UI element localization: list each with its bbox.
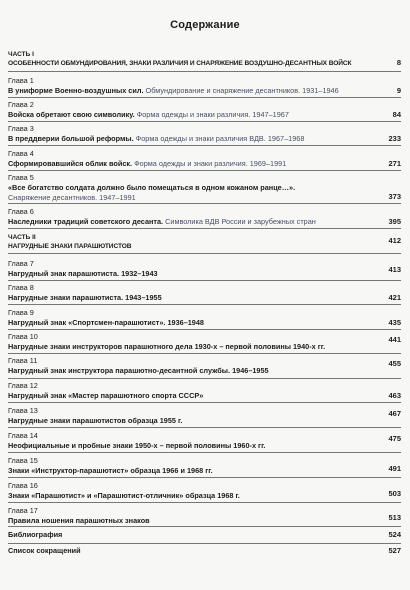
divider (8, 304, 401, 305)
chapter-page: 491 (388, 464, 401, 473)
toc-entry-chapter-8[interactable] (8, 283, 401, 303)
chapter-title: Нагрудные знаки парашютистов образца 1955 г. (8, 416, 183, 425)
chapter-subtitle: Форма одежды и знаки различия. 1947–1967 (134, 110, 289, 119)
chapter-subtitle: Обмундирование и снаряжение десантников. 1931–1946 (143, 86, 339, 95)
toc-entry-chapter-12[interactable] (8, 381, 401, 401)
chapter-page: 467 (388, 409, 401, 418)
chapter-title: Неофициальные и пробные знаки 1950-х – первой половины 1960-х гг. (8, 441, 266, 450)
divider (8, 253, 401, 254)
divider (8, 427, 401, 428)
chapter-title: Нагрудный знак инструктора парашютно-десантной службы. 1946–1955 (8, 366, 269, 375)
chapter-title: Нагрудные знаки инструкторов парашютного дела 1930-х – первой половины 1940-х гг. (8, 342, 326, 351)
chapter-title: В преддверии большой реформы. (8, 134, 134, 143)
chapter-page: 455 (388, 359, 401, 368)
divider (8, 543, 401, 544)
divider (8, 477, 401, 478)
part-1-heading[interactable] (8, 50, 401, 68)
toc-entry-chapter-9[interactable] (8, 308, 401, 328)
chapter-label: Глава 13 (8, 406, 38, 415)
chapter-page: 373 (388, 192, 401, 201)
chapter-subtitle: Символика ВДВ России и зарубежных стран (163, 217, 316, 226)
chapter-title: Правила ношения парашютных знаков (8, 516, 150, 525)
chapter-title: Знаки «Инструктор-парашютист» образца 1966 и 1968 гг. (8, 466, 213, 475)
chapter-label: Глава 17 (8, 506, 38, 515)
chapter-label: Глава 1 (8, 76, 34, 85)
divider (8, 170, 401, 171)
chapter-title: Наследники традиций советского десанта. (8, 217, 164, 226)
chapter-title: В униформе Военно-воздушных сил. (8, 86, 144, 95)
chapter-page: 513 (388, 513, 401, 522)
toc-entry-bibliography[interactable] (8, 530, 401, 540)
chapter-label: Глава 4 (8, 149, 34, 158)
part-2-heading[interactable] (8, 233, 401, 251)
toc-entry-chapter-5[interactable] (8, 173, 401, 203)
chapter-title: Нагрудный знак «Спортсмен-парашютист». 1936–1948 (8, 318, 204, 327)
chapter-page: 395 (388, 217, 401, 226)
bibliography-page: 524 (388, 530, 401, 539)
chapter-label: Глава 6 (8, 207, 34, 216)
divider (8, 203, 401, 204)
part-1-label: ЧАСТЬ I (8, 51, 34, 58)
chapter-page: 435 (388, 318, 401, 327)
toc-entry-chapter-16[interactable] (8, 481, 401, 501)
chapter-subtitle: Форма одежды и знаки различия. 1969–1991 (132, 159, 287, 168)
chapter-page: 233 (388, 134, 401, 143)
part-1-title: ОСОБЕННОСТИ ОБМУНДИРОВАНИЯ, ЗНАКИ РАЗЛИЧИЯ И СНАРЯЖЕНИЕ ВОЗДУШНО-ДЕСАНТНЫХ ВОЙСК (8, 60, 352, 67)
divider (8, 526, 401, 527)
chapter-title: Знаки «Парашютист» и «Парашютист-отличник» образца 1968 г. (8, 491, 240, 500)
chapter-title: Войска обретают свою символику. (8, 110, 135, 119)
chapter-label: Глава 9 (8, 308, 34, 317)
divider (8, 452, 401, 453)
divider (8, 145, 401, 146)
toc-entry-chapter-1[interactable] (8, 76, 401, 96)
chapter-subtitle: Форма одежды и знаки различия ВДВ. 1967–1968 (133, 134, 305, 143)
divider (8, 378, 401, 379)
divider (8, 329, 401, 330)
chapter-page: 421 (388, 293, 401, 302)
toc-entry-chapter-6[interactable] (8, 207, 401, 227)
chapter-page: 441 (388, 335, 401, 344)
toc-entry-chapter-7[interactable] (8, 259, 401, 279)
chapter-label: Глава 7 (8, 259, 34, 268)
divider (8, 402, 401, 403)
chapter-label: Глава 15 (8, 456, 38, 465)
toc-entry-chapter-4[interactable] (8, 149, 401, 169)
part-2-label: ЧАСТЬ II (8, 234, 36, 241)
chapter-page: 271 (388, 159, 401, 168)
bibliography-title: Библиография (8, 530, 63, 539)
chapter-label: Глава 2 (8, 100, 34, 109)
chapter-page: 84 (392, 110, 401, 119)
chapter-label: Глава 8 (8, 283, 34, 292)
chapter-page: 463 (388, 391, 401, 400)
divider (8, 71, 401, 72)
chapter-title: Нагрудный знак парашютиста. 1932–1943 (8, 269, 158, 278)
divider (8, 228, 401, 229)
chapter-label: Глава 5 (8, 173, 34, 182)
divider (8, 121, 401, 122)
toc-entry-chapter-13[interactable] (8, 406, 401, 426)
toc-entry-chapter-10[interactable] (8, 332, 401, 352)
chapter-page: 503 (388, 489, 401, 498)
part-2-title: НАГРУДНЫЕ ЗНАКИ ПАРАШЮТИСТОВ (8, 243, 132, 250)
chapter-title: Сформировавшийся облик войск. (8, 159, 133, 168)
toc-entry-chapter-3[interactable] (8, 124, 401, 144)
divider (8, 502, 401, 503)
chapter-subtitle: Снаряжение десантников. 1947–1991 (8, 193, 136, 202)
toc-entry-chapter-2[interactable] (8, 100, 401, 120)
abbreviations-page: 527 (388, 546, 401, 555)
chapter-title: «Все богатство солдата должно было помещаться в одном кожаном ранце…». (8, 183, 296, 192)
chapter-page: 475 (388, 434, 401, 443)
toc-entry-chapter-14[interactable] (8, 431, 401, 451)
chapter-page: 9 (396, 86, 401, 95)
chapter-label: Глава 14 (8, 431, 38, 440)
abbreviations-title: Список сокращений (8, 546, 81, 555)
chapter-page: 413 (388, 265, 401, 274)
toc-entry-chapter-15[interactable] (8, 456, 401, 476)
chapter-label: Глава 3 (8, 124, 34, 133)
chapter-label: Глава 10 (8, 332, 38, 341)
toc-title: Содержание (170, 19, 240, 31)
chapter-label: Глава 11 (8, 356, 38, 365)
divider (8, 97, 401, 98)
divider (8, 280, 401, 281)
toc-entry-chapter-11[interactable] (8, 356, 401, 376)
divider (8, 353, 401, 354)
toc-entry-abbreviations[interactable] (8, 546, 401, 556)
chapter-title: Нагрудные знаки парашютиста. 1943–1955 (8, 293, 162, 302)
chapter-label: Глава 12 (8, 381, 38, 390)
toc-entry-chapter-17[interactable] (8, 506, 401, 526)
chapter-title: Нагрудный знак «Мастер парашютного спорта СССР» (8, 391, 204, 400)
part-2-page: 412 (388, 236, 401, 245)
chapter-label: Глава 16 (8, 481, 38, 490)
part-1-page: 8 (396, 58, 401, 67)
